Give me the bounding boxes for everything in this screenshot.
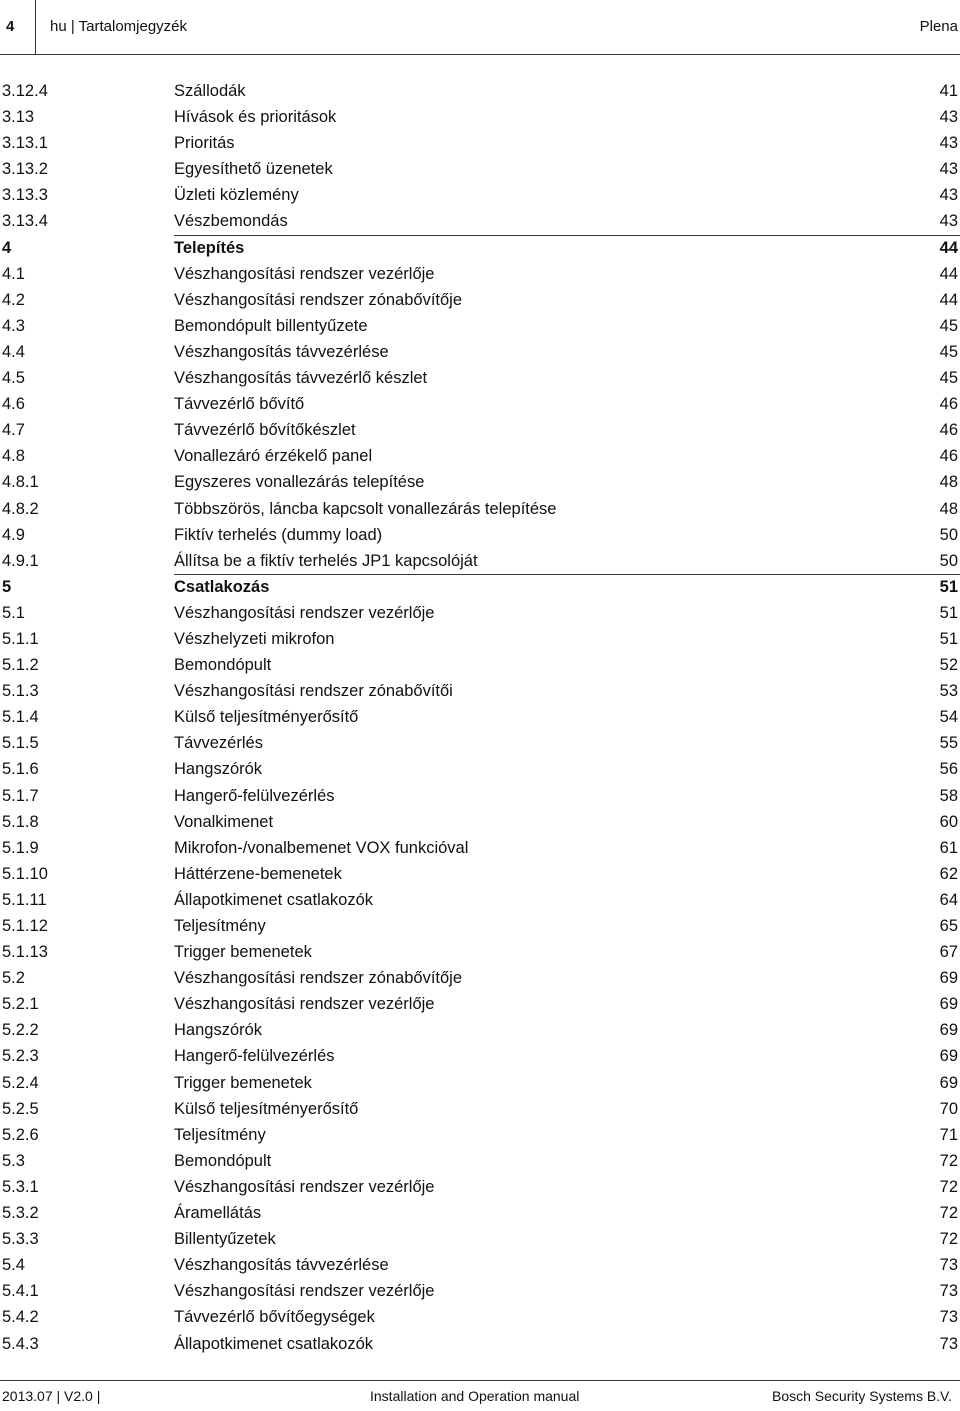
toc-section-title: Trigger bemenetek: [174, 943, 312, 962]
toc-section-number: 4.4: [2, 342, 25, 361]
toc-section-title: Bemondópult billentyűzete: [174, 316, 368, 335]
toc-section-title: Trigger bemenetek: [174, 1073, 312, 1092]
toc-section-number: 3.13.3: [2, 186, 48, 205]
toc-page-number: 69: [939, 1047, 958, 1066]
toc-page-number: 67: [939, 943, 958, 962]
toc-page-number: 72: [939, 1230, 958, 1249]
toc-row[interactable]: [0, 1070, 960, 1096]
toc-page-number: 69: [939, 1073, 958, 1092]
toc-page-number: 72: [939, 1177, 958, 1196]
toc-page-number: 46: [939, 447, 958, 466]
toc-chapter-row[interactable]: [0, 235, 960, 261]
toc-page-number: 54: [939, 708, 958, 727]
toc-section-number: 5.1.5: [2, 734, 39, 753]
toc-page-number: 55: [939, 734, 958, 753]
toc-section-number: 5.4: [2, 1256, 25, 1275]
toc-section-number: 3.13.4: [2, 212, 48, 231]
toc-page-number: 51: [939, 577, 958, 596]
toc-row[interactable]: [0, 496, 960, 522]
toc-section-title: Vészhangosítási rendszer zónabővítője: [174, 969, 463, 988]
toc-row[interactable]: [0, 469, 960, 495]
toc-section-number: 5.1.12: [2, 917, 48, 935]
toc-section-number: 4.8.2: [2, 499, 39, 518]
toc-row[interactable]: [0, 939, 960, 965]
toc-section-number: 4.5: [2, 369, 25, 388]
toc-section-title: Állapotkimenet csatlakozók: [174, 1334, 374, 1353]
toc-page-number: 43: [939, 108, 958, 127]
toc-row[interactable]: [0, 365, 960, 391]
toc-row[interactable]: [0, 208, 960, 234]
toc-page-number: 48: [939, 473, 958, 492]
toc-section-number: 5.1.6: [2, 760, 39, 779]
toc-row[interactable]: [0, 730, 960, 756]
toc-section-number: 5: [2, 577, 12, 596]
toc-section-title: Vészhangosítási rendszer vezérlője: [174, 264, 435, 283]
toc-row[interactable]: [0, 130, 960, 156]
toc-page-number: 50: [939, 551, 958, 570]
toc-section-title: Bemondópult: [174, 1151, 272, 1170]
toc-page-number: 73: [939, 1256, 958, 1275]
toc-page-number: 62: [939, 864, 958, 883]
toc-section-number: 4.8: [2, 447, 25, 466]
toc-section-title: Csatlakozás: [174, 577, 270, 596]
toc-chapter-row[interactable]: [0, 574, 960, 600]
toc-page-number: 43: [939, 134, 958, 153]
toc-section-title: Egyesíthető üzenetek: [174, 160, 333, 179]
page-number: 4: [0, 0, 36, 54]
footer-document-title: Installation and Operation manual: [370, 1388, 580, 1404]
toc-row[interactable]: [0, 913, 960, 939]
toc-section-number: 3.13: [2, 108, 35, 127]
toc-page-number: 45: [939, 342, 958, 361]
toc-page-number: 69: [939, 969, 958, 988]
table-of-contents: [0, 78, 960, 1357]
toc-section-number: 5.1.3: [2, 682, 39, 701]
toc-page-number: 51: [939, 629, 958, 648]
toc-section-title: Fiktív terhelés (dummy load): [174, 525, 383, 544]
toc-section-number: 5.1.8: [2, 812, 39, 831]
toc-section-number: 5.1.11: [2, 890, 47, 909]
toc-section-number: 5.4.3: [2, 1334, 39, 1353]
toc-page-number: 73: [939, 1308, 958, 1327]
toc-section-title: Távvezérlő bővítőegységek: [174, 1308, 375, 1327]
toc-section-title: Hangszórók: [174, 1021, 263, 1040]
section-title: hu | Tartalomjegyzék: [50, 18, 188, 35]
toc-row[interactable]: [0, 1278, 960, 1304]
toc-section-title: Állítsa be a fiktív terhelés JP1 kapcsolóját: [174, 551, 478, 570]
toc-section-title: Külső teljesítményerősítő: [174, 708, 359, 727]
toc-section-title: Távvezérlő bővítőkészlet: [174, 421, 356, 440]
toc-section-title: Egyszeres vonallezárás telepítése: [174, 473, 425, 492]
toc-page-number: 56: [939, 760, 958, 779]
toc-section-title: Távvezérlő bővítő: [174, 395, 305, 414]
page-header: [0, 0, 960, 55]
toc-section-title: Vészhangosítási rendszer zónabővítői: [174, 682, 453, 701]
toc-section-title: Vészhangosítás távvezérlő készlet: [174, 369, 428, 388]
toc-row[interactable]: [0, 887, 960, 913]
toc-row[interactable]: [0, 522, 960, 548]
toc-page-number: 43: [939, 212, 958, 231]
toc-page-number: 43: [939, 160, 958, 179]
toc-section-number: 5.4.2: [2, 1308, 39, 1327]
toc-section-number: 5.1.1: [2, 629, 39, 648]
toc-section-title: Háttérzene-bemenetek: [174, 864, 342, 883]
toc-row[interactable]: [0, 704, 960, 730]
toc-row[interactable]: [0, 261, 960, 287]
toc-section-number: 4.2: [2, 290, 25, 309]
toc-section-number: 5.2.1: [2, 995, 39, 1014]
toc-row[interactable]: [0, 1122, 960, 1148]
toc-page-number: 73: [939, 1282, 958, 1301]
toc-section-number: 5.1.9: [2, 838, 39, 857]
toc-section-number: 4.3: [2, 316, 25, 335]
page-footer: [0, 1380, 960, 1405]
toc-section-number: 5.2.5: [2, 1099, 39, 1118]
toc-section-title: Távvezérlés: [174, 734, 263, 753]
toc-section-number: 5.3: [2, 1151, 25, 1170]
toc-section-number: 4.1: [2, 264, 25, 283]
toc-section-number: 5.2.3: [2, 1047, 39, 1066]
toc-section-title: Külső teljesítményerősítő: [174, 1099, 359, 1118]
toc-section-title: Szállodák: [174, 82, 246, 100]
toc-page-number: 51: [939, 603, 958, 622]
toc-page-number: 72: [939, 1151, 958, 1170]
toc-section-title: Bemondópult: [174, 656, 272, 675]
toc-section-title: Hangerő-felülvezérlés: [174, 1047, 335, 1066]
toc-page-number: 44: [939, 238, 958, 257]
toc-section-number: 4.7: [2, 421, 25, 440]
toc-section-title: Mikrofon-/vonalbemenet VOX funkcióval: [174, 838, 469, 857]
toc-section-number: 4: [2, 238, 12, 257]
toc-section-number: 5.1.10: [2, 864, 48, 883]
toc-page-number: 46: [939, 395, 958, 414]
toc-section-title: Vészhangosítási rendszer vezérlője: [174, 1177, 435, 1196]
toc-page-number: 43: [939, 186, 958, 205]
toc-row[interactable]: [0, 600, 960, 626]
toc-section-number: 5.1.2: [2, 656, 39, 675]
toc-page-number: 45: [939, 316, 958, 335]
toc-page-number: 52: [939, 656, 958, 675]
toc-section-title: Vonallezáró érzékelő panel: [174, 447, 373, 466]
toc-section-title: Vészhelyzeti mikrofon: [174, 629, 335, 648]
toc-section-number: 5.2.6: [2, 1125, 39, 1144]
toc-section-number: 4.8.1: [2, 473, 39, 492]
toc-section-title: Vészhangosítási rendszer zónabővítője: [174, 290, 463, 309]
toc-page-number: 72: [939, 1204, 958, 1223]
toc-section-number: 5.2.2: [2, 1021, 39, 1040]
footer-version: 2013.07 | V2.0 |: [2, 1388, 101, 1404]
toc-row[interactable]: [0, 1200, 960, 1226]
toc-page-number: 60: [939, 812, 958, 831]
toc-page-number: 48: [939, 499, 958, 518]
toc-row[interactable]: [0, 1331, 960, 1357]
toc-row[interactable]: [0, 1148, 960, 1174]
toc-row[interactable]: [0, 861, 960, 887]
toc-section-number: 5.3.3: [2, 1230, 39, 1249]
toc-page-number: 46: [939, 421, 958, 440]
toc-row[interactable]: [0, 313, 960, 339]
toc-page-number: 50: [939, 525, 958, 544]
toc-page-number: 53: [939, 682, 958, 701]
toc-section-title: Üzleti közlemény: [174, 186, 299, 205]
toc-row[interactable]: [0, 156, 960, 182]
toc-section-number: 4.6: [2, 395, 25, 414]
toc-section-title: Telepítés: [174, 238, 245, 257]
toc-row[interactable]: [0, 756, 960, 782]
toc-section-number: 5.2.4: [2, 1073, 39, 1092]
toc-row[interactable]: [0, 443, 960, 469]
toc-row[interactable]: [0, 809, 960, 835]
toc-section-title: Teljesítmény: [174, 917, 266, 935]
toc-section-number: 3.12.4: [2, 82, 48, 100]
toc-section-title: Billentyűzetek: [174, 1230, 276, 1249]
toc-row[interactable]: [0, 1017, 960, 1043]
toc-page-number: 58: [939, 786, 958, 805]
toc-section-title: Állapotkimenet csatlakozók: [174, 890, 374, 909]
toc-page-number: 73: [939, 1334, 958, 1353]
toc-section-title: Teljesítmény: [174, 1125, 266, 1144]
toc-section-number: 4.9: [2, 525, 25, 544]
toc-section-title: Vonalkimenet: [174, 812, 274, 831]
toc-page-number: 69: [939, 995, 958, 1014]
toc-section-number: 5.1.13: [2, 943, 48, 962]
toc-page-number: 71: [939, 1125, 958, 1144]
toc-section-title: Hangszórók: [174, 760, 263, 779]
toc-row[interactable]: [0, 991, 960, 1017]
toc-row[interactable]: [0, 835, 960, 861]
toc-row[interactable]: [0, 652, 960, 678]
toc-section-number: 5.2: [2, 969, 25, 988]
toc-page-number: 44: [939, 264, 958, 283]
toc-section-title: Vészhangosítás távvezérlése: [174, 1256, 389, 1275]
toc-section-number: 3.13.1: [2, 134, 48, 153]
toc-row[interactable]: [0, 391, 960, 417]
toc-row[interactable]: [0, 1043, 960, 1069]
toc-page-number: 61: [939, 838, 958, 857]
toc-section-title: Hangerő-felülvezérlés: [174, 786, 335, 805]
toc-page-number: 69: [939, 1021, 958, 1040]
toc-section-title: Hívások és prioritások: [174, 108, 337, 127]
toc-section-title: Vészhangosítási rendszer vezérlője: [174, 995, 435, 1014]
toc-page-number: 64: [939, 890, 958, 909]
toc-row[interactable]: [0, 678, 960, 704]
toc-section-number: 5.3.2: [2, 1204, 39, 1223]
toc-section-number: 5.4.1: [2, 1282, 39, 1301]
toc-row[interactable]: [0, 1226, 960, 1252]
toc-row[interactable]: [0, 78, 960, 104]
toc-row[interactable]: [0, 104, 960, 130]
footer-company: Bosch Security Systems B.V.: [772, 1388, 952, 1404]
toc-row[interactable]: [0, 1252, 960, 1278]
toc-section-title: Prioritás: [174, 134, 235, 153]
toc-row[interactable]: [0, 965, 960, 991]
toc-section-number: 5.1: [2, 603, 25, 622]
toc-section-number: 4.9.1: [2, 551, 39, 570]
toc-row[interactable]: [0, 783, 960, 809]
toc-row[interactable]: [0, 1304, 960, 1330]
toc-row[interactable]: [0, 548, 960, 574]
toc-section-title: Vészhangosítás távvezérlése: [174, 342, 389, 361]
toc-section-title: Többszörös, láncba kapcsolt vonallezárás telepítése: [174, 499, 557, 518]
toc-row[interactable]: [0, 1096, 960, 1122]
toc-page-number: 70: [939, 1099, 958, 1118]
toc-page-number: 45: [939, 369, 958, 388]
toc-row[interactable]: [0, 1174, 960, 1200]
toc-row[interactable]: [0, 339, 960, 365]
toc-page-number: 44: [939, 290, 958, 309]
toc-section-title: Vészhangosítási rendszer vezérlője: [174, 1282, 435, 1301]
toc-section-number: 5.1.7: [2, 786, 39, 805]
toc-page-number: 41: [939, 82, 958, 100]
toc-row[interactable]: [0, 287, 960, 313]
toc-section-title: Vészhangosítási rendszer vezérlője: [174, 603, 435, 622]
toc-row[interactable]: [0, 182, 960, 208]
toc-row[interactable]: [0, 626, 960, 652]
toc-section-title: Vészbemondás: [174, 212, 288, 231]
toc-section-number: 3.13.2: [2, 160, 48, 179]
toc-section-number: 5.3.1: [2, 1177, 39, 1196]
toc-section-title: Áramellátás: [174, 1204, 262, 1223]
toc-row[interactable]: [0, 417, 960, 443]
product-name: Plena: [919, 18, 958, 35]
toc-page-number: 65: [939, 917, 958, 935]
toc-section-number: 5.1.4: [2, 708, 39, 727]
